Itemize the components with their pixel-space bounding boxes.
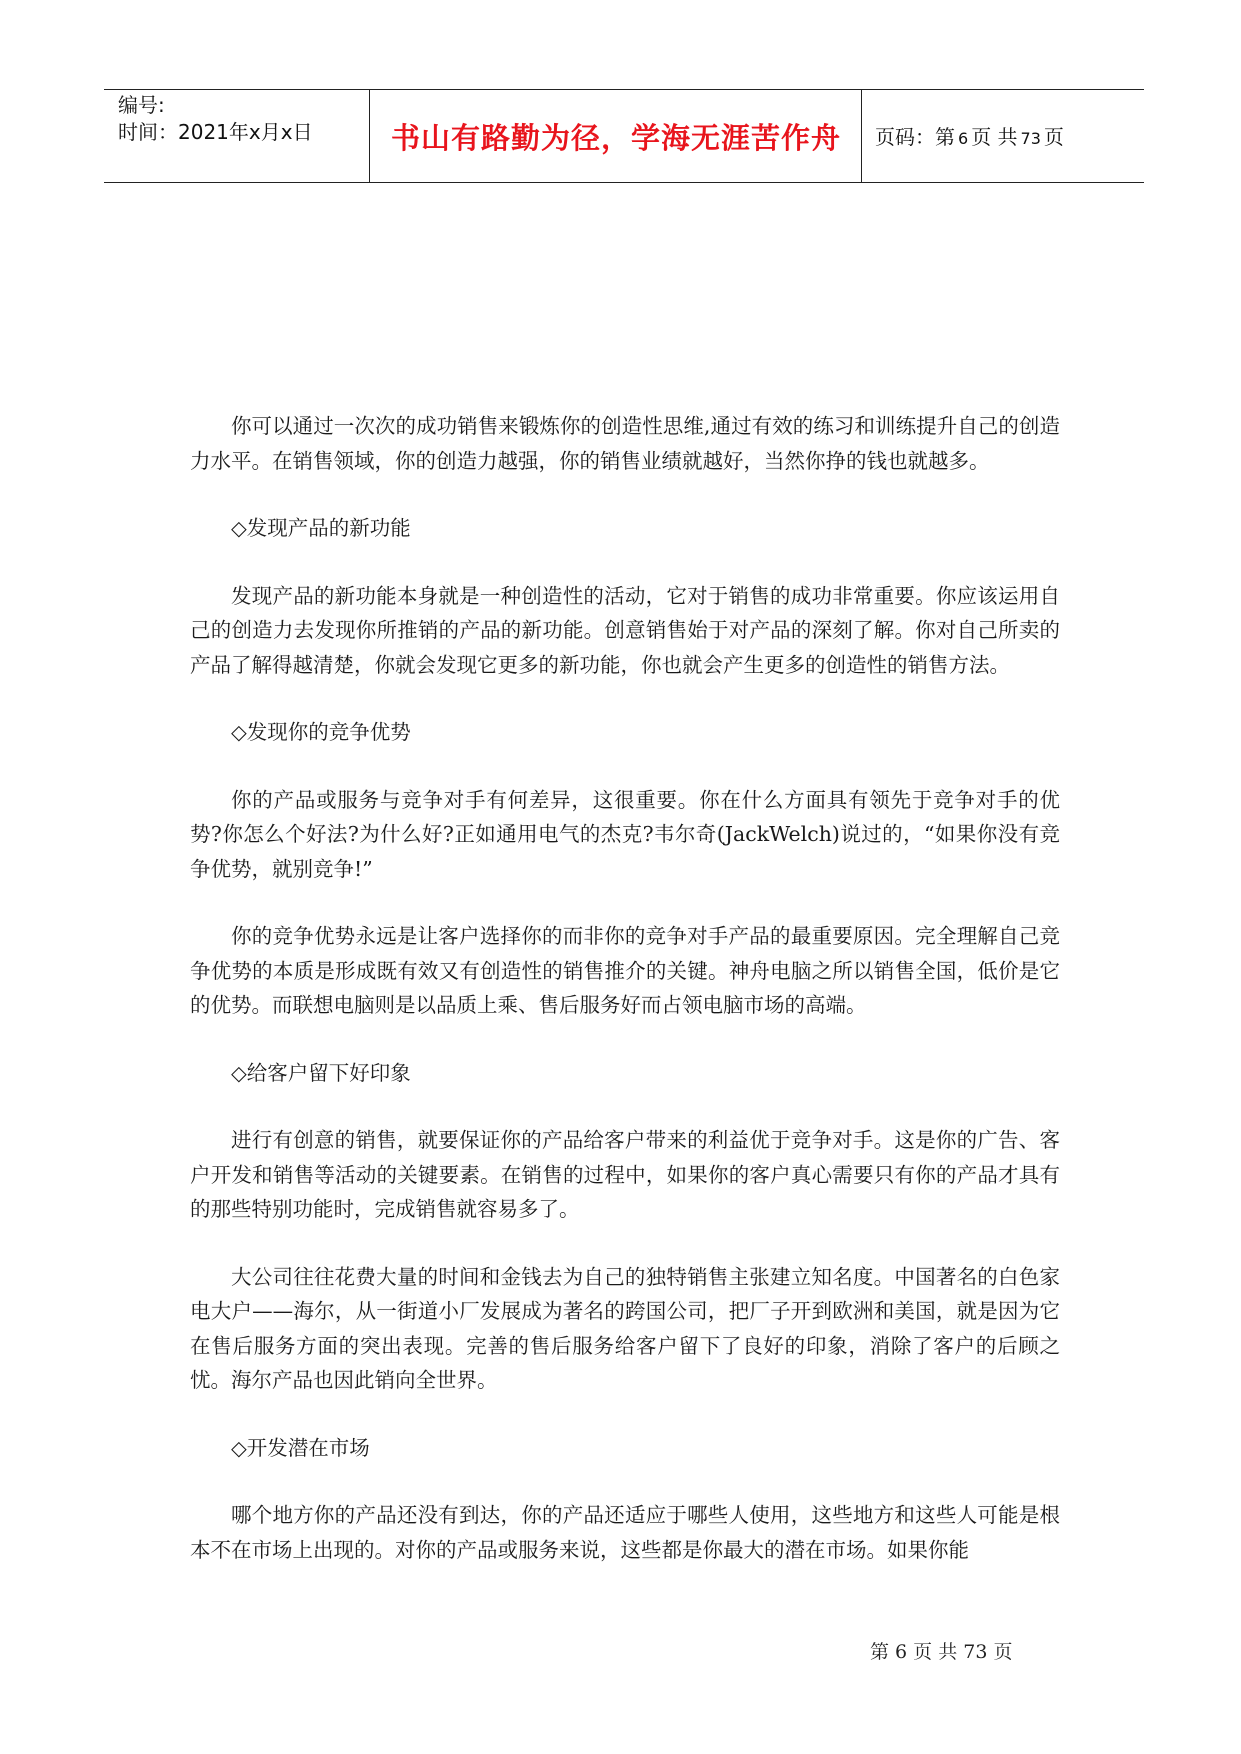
page-current: 6 <box>958 129 969 148</box>
document-time: 时间：2021年x月x日 <box>118 120 313 144</box>
document-body <box>190 409 1060 1600</box>
section-heading: ◇发现产品的新功能 <box>231 516 411 540</box>
page-footer: 第 6 页 共 73 页 <box>870 1641 1013 1663</box>
body-paragraph: 你可以通过一次次的成功销售来锻炼你的创造性思维,通过有效的练习和训练提升自己的创造力水平。在销售领域，你的创造力越强，你的销售业绩就越好，当然你挣的钱也就越多。 <box>190 414 1060 473</box>
section-heading: ◇开发潜在市场 <box>231 1435 370 1460</box>
body-paragraph: 你的竞争优势永远是让客户选择你的而非你的竞争对手产品的最重要原因。完全理解自己竞争优势的本质是形成既有效又有创造性的销售推介的关键。神舟电脑之所以销售全国，低价是它的优势。而联想电脑则是以品质上乘、售后服务好而占领电脑市场的高端。 <box>190 924 1060 1017</box>
document-number-label: 编号: <box>118 93 165 117</box>
section-heading: ◇发现你的竞争优势 <box>231 720 411 744</box>
body-paragraph: 发现产品的新功能本身就是一种创造性的活动，它对于销售的成功非常重要。你应该运用自己的创造力去发现你所推销的产品的新功能。创意销售始于对产品的深刻了解。你对自己所卖的产品了解得越清楚，你就会发现它更多的新功能，你也就会产生更多的创造性的销售方法。 <box>190 583 1060 677</box>
body-paragraph: 哪个地方你的产品还没有到达，你的产品还适应于哪些人使用，这些地方和这些人可能是根本不在市场上出现的。对你的产品或服务来说，这些都是你最大的潜在市场。如果你能 <box>190 1503 1060 1562</box>
body-paragraph: 大公司往往花费大量的时间和金钱去为自己的独特销售主张建立知名度。中国著名的白色家电大户——海尔，从一街道小厂发展成为著名的跨国公司，把厂子开到欧洲和美国，就是因为它在售后服务方面的突出表现。完善的售后服务给客户留下了良好的印象，消除了客户的后顾之忧。海尔产品也因此销向全世界。 <box>190 1264 1060 1392</box>
section-heading: ◇给客户留下好印象 <box>231 1060 411 1085</box>
page-prefix: 页码：第 <box>875 125 955 149</box>
page-mid: 页 共 <box>971 125 1018 149</box>
header-page-indicator <box>875 121 1064 150</box>
page-suffix: 页 <box>1043 125 1064 149</box>
header-divider <box>861 90 862 182</box>
page-total: 73 <box>1020 129 1041 148</box>
header-divider <box>369 90 370 182</box>
page-header <box>104 89 1144 183</box>
body-paragraph: 进行有创意的销售，就要保证你的产品给客户带来的利益优于竞争对手。这是你的广告、客户开发和销售等活动的关键要素。在销售的过程中，如果你的客户真心需要只有你的产品才具有的那些特别功能时，完成销售就容易多了。 <box>190 1128 1060 1221</box>
header-motto: 书山有路勤为径，学海无涯苦作舟 <box>390 121 841 155</box>
body-paragraph: 你的产品或服务与竞争对手有何差异，这很重要。你在什么方面具有领先于竞争对手的优势?你怎么个好法?为什么好?正如通用电气的杰克?韦尔奇(JackWelch)说过的，“如果你没有竞争优势，就别竞争!” <box>190 787 1060 881</box>
